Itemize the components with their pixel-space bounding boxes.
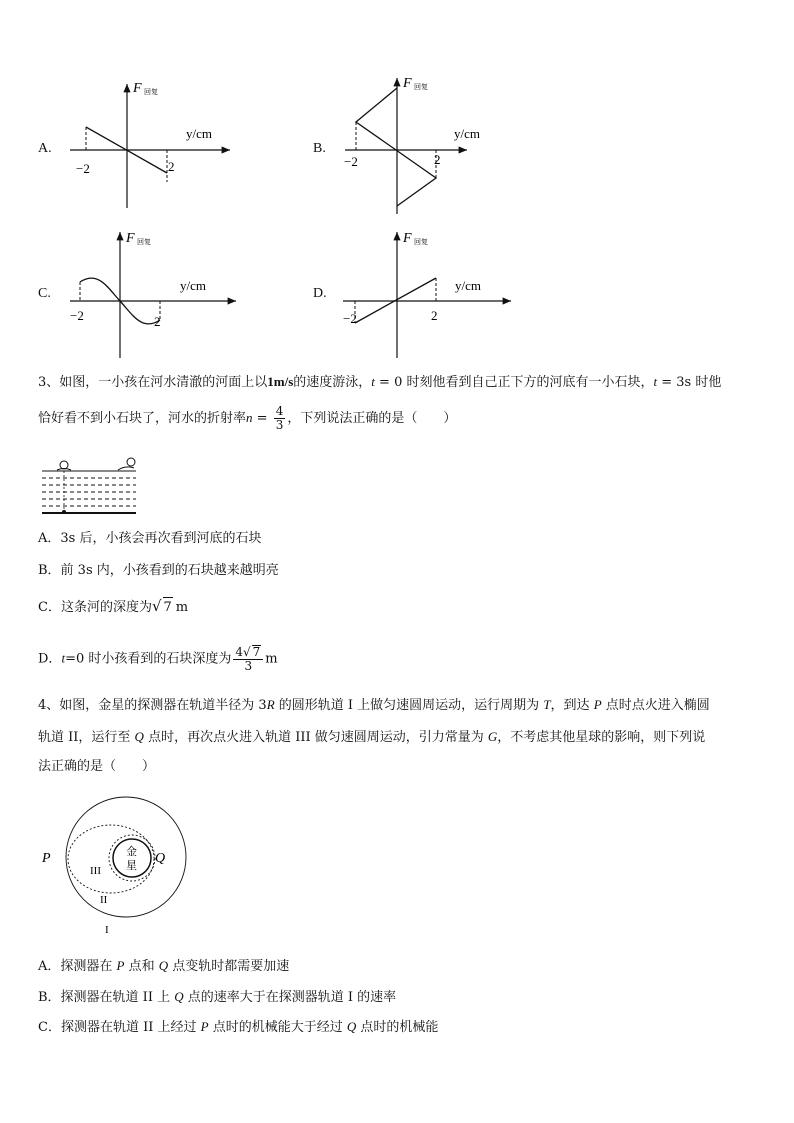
orbit-figure bbox=[38, 795, 198, 935]
y-label: y/cm bbox=[186, 126, 212, 141]
y-label: y/cm bbox=[455, 278, 481, 293]
q3-option-b: B．前 3s 内，小孩看到的石块越来越明亮 bbox=[38, 563, 279, 578]
f-sub: 回复 bbox=[137, 238, 151, 246]
neg-tick: −2 bbox=[343, 311, 357, 326]
child-end-body bbox=[118, 467, 134, 470]
f-sub: 回复 bbox=[414, 238, 428, 246]
f-label: F bbox=[403, 76, 412, 91]
option-b-letter: B. bbox=[313, 141, 326, 156]
stone bbox=[62, 510, 66, 514]
force-line bbox=[356, 88, 436, 206]
pos-tick: 2 bbox=[431, 308, 438, 323]
neg-tick: −2 bbox=[344, 154, 358, 169]
f-sub: 回复 bbox=[144, 88, 158, 96]
graph-d bbox=[335, 226, 535, 361]
option-d-letter: D. bbox=[313, 286, 327, 301]
option-a-letter: A. bbox=[38, 141, 52, 156]
f-label: F bbox=[133, 81, 142, 96]
orbit-1-label: I bbox=[105, 924, 109, 935]
planet-label-2: 星 bbox=[126, 859, 137, 872]
orbit-3-label: III bbox=[90, 865, 101, 877]
q3-option-d: D．t=0 时小孩看到的石块深度为 $\frac{4√ 7}{3}$ m bbox=[38, 645, 278, 673]
pos-tick: 2 bbox=[154, 314, 161, 329]
q4-line-2: 轨道 II，运行至 Q 点时，再次点火进入轨道 III 做匀速圆周运动，引力常量为 G，不考虑其他星球的影响，则下列说 bbox=[38, 729, 706, 745]
y-label: y/cm bbox=[454, 126, 480, 141]
graph-c bbox=[60, 226, 260, 361]
f-label: F bbox=[403, 231, 412, 246]
fraction-4sqrt7-3: $\frac{4√ 7}{3}$ bbox=[233, 645, 263, 673]
q3-line-2: 恰好看不到小石块了，河水的折射率n = $\frac{4}{3}$ ，下列说法正确的是（ ） bbox=[38, 404, 457, 432]
child-end bbox=[127, 458, 135, 466]
label-q: Q bbox=[155, 851, 166, 866]
orbit-2-label: II bbox=[100, 894, 108, 906]
q4-line-3: 法正确的是（ ） bbox=[38, 759, 156, 774]
option-c-letter: C. bbox=[38, 286, 51, 301]
q3-line-1: 3、如图，一小孩在河水清澈的河面上以1m/s的速度游泳，t = 0 时刻他看到自己正下方的河底有一小石块，t = 3s 时他 bbox=[38, 374, 722, 390]
graph-b bbox=[335, 74, 535, 219]
child-start bbox=[60, 461, 68, 469]
q3-option-c: C．这条河的深度为√ 7 m bbox=[38, 596, 188, 618]
pos-tick: 2 bbox=[168, 159, 175, 174]
q4-line-1: 4、如图，金星的探测器在轨道半径为 3R 的圆形轨道 I 上做匀速圆周运动，运行周期为 T，到达 P 点时点火进入椭圆 bbox=[38, 697, 710, 713]
neg-tick: −2 bbox=[70, 308, 84, 323]
y-label: y/cm bbox=[180, 278, 206, 293]
planet-label-1: 金 bbox=[126, 845, 137, 858]
q4-option-a: A．探测器在 P 点和 Q 点变轨时都需要加速 bbox=[38, 958, 290, 974]
q4-option-c: C．探测器在轨道 II 上经过 P 点时的机械能大于经过 Q 点时的机械能 bbox=[38, 1019, 439, 1035]
neg-tick: −2 bbox=[76, 161, 90, 176]
f-sub: 回复 bbox=[414, 83, 428, 91]
graph-a bbox=[60, 78, 260, 218]
orbit-2 bbox=[68, 825, 154, 893]
orbit-3 bbox=[109, 835, 155, 881]
q3-option-a: A．3s 后，小孩会再次看到河底的石块 bbox=[38, 531, 262, 546]
label-p: P bbox=[42, 851, 51, 866]
q4-option-b: B．探测器在轨道 II 上 Q 点的速率大于在探测器轨道 I 的速率 bbox=[38, 989, 397, 1005]
river-figure bbox=[40, 455, 140, 517]
f-label: F bbox=[126, 231, 135, 246]
water-lines bbox=[42, 478, 136, 506]
fraction-4-3: $\frac{4}{3}$ bbox=[275, 404, 284, 432]
pos-tick: 2 bbox=[434, 152, 441, 167]
